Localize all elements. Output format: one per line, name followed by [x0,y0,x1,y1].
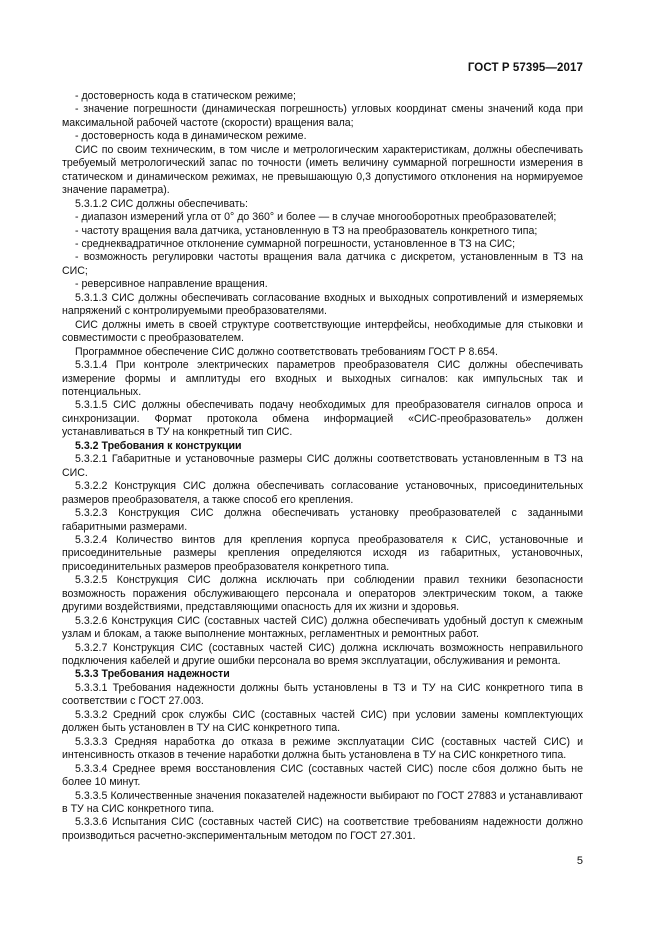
paragraph: - возможность регулировки частоты вращения вала датчика с дискретом, установленным в ТЗ на СИС; [62,251,583,277]
paragraph: СИС по своим техническим, в том числе и метрологическим характеристикам, должны обеспечивать требуемый метрологический запас по точности (иметь величину суммарной погрешности измерения в статическом и динамическом режимах, не превышающую 0,3 допустимого отклонения на нормируемое значение параметра). [62,143,583,197]
paragraph: 5.3.2.6 Конструкция СИС (составных частей СИС) должна обеспечивать удобный доступ к смежным узлам и блокам, а также выполнение монтажных, регламентных и ремонтных работ. [62,614,583,641]
paragraph: 5.3.2.1 Габаритные и установочные размеры СИС должны соответствовать установленным в ТЗ на СИС. [62,453,583,479]
paragraph: 5.3.1.4 При контроле электрических параметров преобразователя СИС должны обеспечивать измерение формы и амплитуды его входных и выходных сигналов: как импульсных так и потенциальных. [62,359,583,398]
document-body [62,90,583,843]
paragraph: 5.3.3.6 Испытания СИС (составных частей СИС) на соответствие требованиям надежности должно производиться расчетно-экспериментальным методом по ГОСТ 27.301. [62,816,583,842]
paragraph: Программное обеспечение СИС должно соответствовать требованиям ГОСТ Р 8.654. [75,345,498,358]
paragraph: 5.3.3.2 Средний срок службы СИС (составных частей СИС) при условии замены комплектующих должен быть установлен в ТУ на СИС конкретного типа. [62,708,583,735]
paragraph: 5.3.3.3 Средняя наработка до отказа в режиме эксплуатации СИС (составных частей СИС) и интенсивность отказов в течение наработки должна быть установлена в ТУ на СИС конкретного типа. [62,735,583,762]
paragraph: - значение погрешности (динамическая погрешность) угловых координат смены значений кода при максимальной рабочей частоте (скорости) вращения вала; [62,103,583,129]
paragraph: - достоверность кода в динамическом режиме. [75,130,307,143]
paragraph: 5.3.1.5 СИС должны обеспечивать подачу необходимых для преобразователя сигналов опроса и синхронизации. Формат протокола обмена информацией «СИС-преобразователь» должен устанавливаться в ТУ на конкретный тип СИС. [62,399,583,439]
paragraph: СИС должны иметь в своей структуре соответствующие интерфейсы, необходимые для стыковки и совместимости с преобразователем. [62,318,583,345]
paragraph: 5.3.3.4 Среднее время восстановления СИС (составных частей СИС) после сбоя должно быть не более 10 минут. [62,762,583,789]
paragraph: - среднеквадратичное отклонение суммарной погрешности, установленное в ТЗ на СИС; [75,237,516,250]
paragraph: 5.3.2.4 Количество винтов для крепления корпуса преобразователя к СИС, установочные и присоединительные размеры крепления определяются исходя из габаритных, установочных, присоединительных размеров преобразователя конкретного типа. [62,533,583,573]
page-number: 5 [576,855,583,867]
paragraph: 5.3.3.5 Количественные значения показателей надежности выбирают по ГОСТ 27883 и устанавливают в ТУ на СИС конкретного типа. [62,789,583,816]
document-id-header: ГОСТ Р 57395—2017 [467,62,583,74]
paragraph: - диапазон измерений угла от 0° до 360° и более — в случае многооборотных преобразователей; [75,211,557,224]
paragraph: 5.3.2.5 Конструкция СИС должна исключать при соблюдении правил техники безопасности возможность поражения обслуживающего персонала и операторов электрическим током, а также другими воздействиями, представляющими опасность для их жизни и здоровья. [62,574,583,614]
paragraph: 5.3.1.2 СИС должны обеспечивать: [75,197,248,210]
paragraph: 5.3.2.3 Конструкция СИС должна обеспечивать установку преобразователей с заданными габаритными размерами. [62,507,583,533]
paragraph: 5.3.2.7 Конструкция СИС (составных частей СИС) должна исключать возможность неправильного подключения кабелей и другие ошибки персонала во время эксплуатации, обслуживания и ремонта. [62,641,583,668]
paragraph: - частоту вращения вала датчика, установленную в ТЗ на преобразователь конкретного типа; [75,224,538,237]
paragraph: - реверсивное направление вращения. [75,278,268,291]
paragraph: 5.3.2.2 Конструкция СИС должна обеспечивать согласование установочных, присоединительных размеров преобразователя, а также способ его крепления. [62,480,583,506]
paragraph: - достоверность кода в статическом режиме; [75,90,296,102]
section-heading: 5.3.2 Требования к конструкции [75,439,242,452]
paragraph: 5.3.1.3 СИС должны обеспечивать согласование входных и выходных сопротивлений и измеряемых напряжений с контролируемыми преобразователями. [62,291,583,318]
section-heading: 5.3.3 Требования надежности [75,668,230,681]
paragraph: 5.3.3.1 Требования надежности должны быть установлены в ТЗ и ТУ на СИС конкретного типа в соответствии с ГОСТ 27.003. [62,681,583,708]
